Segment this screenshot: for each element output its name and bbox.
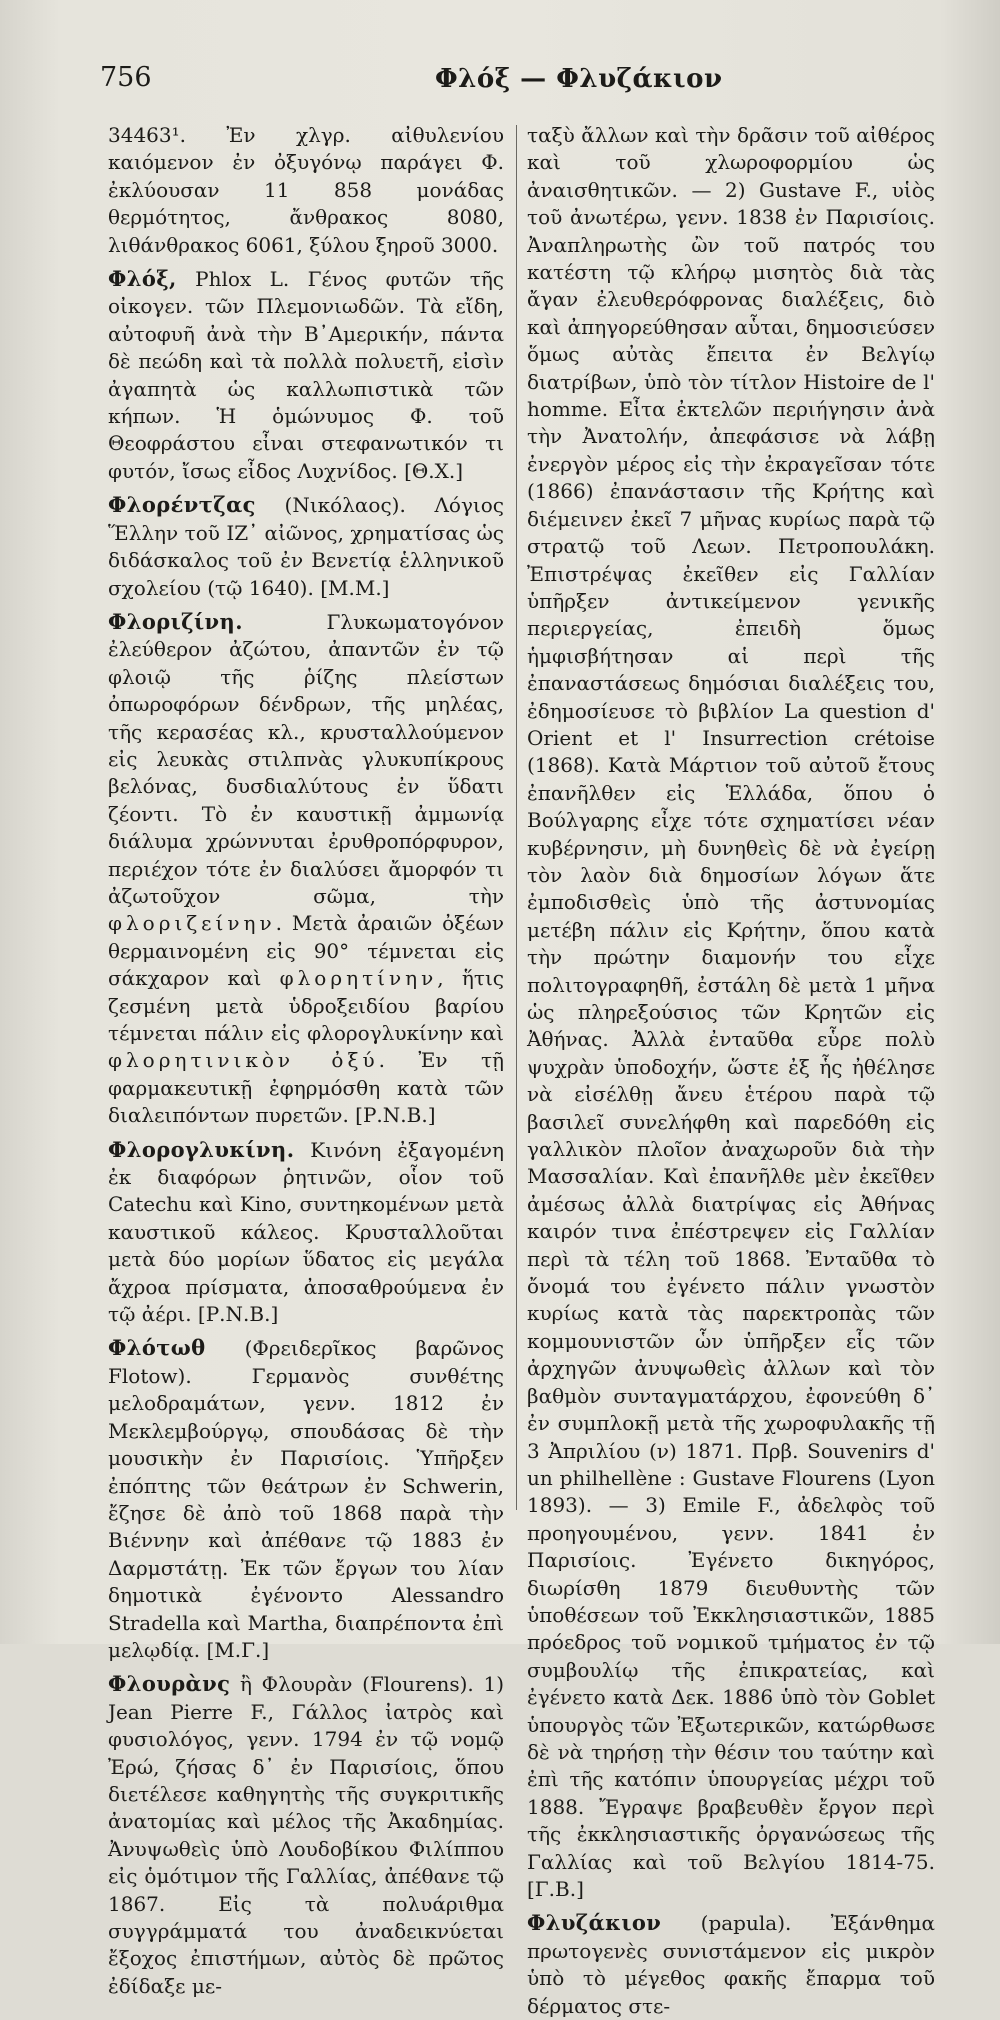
entry-text: Κινόνη ἐξαγομένη ἐκ διαφόρων ῥητινῶν, οἷον τοῦ Catechu καὶ Kino, συντηκομένων μετὰ καυστικοῦ κάλεος. Κρυσταλλοῦται μετὰ δύο μορίων ὕδατος εἰς μεγάλα ἄχροα πρίσματα, ἀποσαθρούμενα ἐν τῷ ἀέρι. [Ρ.Ν.Β.] [108, 1137, 505, 1327]
spaced-term: φλορητινικὸν ὀξύ [108, 1048, 379, 1073]
running-title: Φλόξ — Φλυζάκιον [435, 64, 723, 94]
entry-headword: Φλοριζίνη. [108, 608, 243, 634]
entry-flotow [108, 1334, 504, 1664]
entry-flourens [108, 1670, 504, 2000]
entry-phlox [108, 265, 504, 485]
entry-text: Γλυκωματογόνον ἐλεύθερον ἀζώτου, ἀπαντῶν ἐν τῷ φλοιῷ τῆς ῥίζης πλείστων ὀπωροφόρων δένδρων, τῆς μηλέας, τῆς κερασέας κλ., κρυσταλλούμενον εἰς λευκὰς στιλπνὰς γλυκυπίκρους βελόνας, δυσδιαλύτους ἐν ὕδατι ζέοντι. Τὸ ἐν καυστικῇ ἀμμωνίᾳ διάλυμα χρώννυται ἐρυθροπόρφυρον, περιέχον τότε ἐν διαλύσει ἄμορφόν τι ἀζωτοῦχον σῶμα, τὴν [108, 609, 504, 908]
entry-text: . Μετὰ ἀραιῶν ὀξέων θερμαινομένη εἰς 90° τέμνεται εἰς σάκχαρον καὶ [108, 911, 504, 991]
spaced-term: φλοριζείνην [108, 911, 276, 936]
entry-text: 34463¹. Ἐν χλγρ. αἰθυλενίου καιόμενον ἐν ὀξυγόνῳ παράγει Φ. ἐκλύουσαν 11 858 μονάδας θερμότητος, ἄνθρακος 8080, λιθάνθρακος 6061, ξύλου ξηροῦ 3000. [108, 123, 504, 257]
spaced-term: φλορητίνην [279, 966, 438, 991]
page-header [100, 62, 930, 102]
entry-text: , ἥτις ζεσμένη μετὰ ὑδροξειδίου βαρίου τέμνεται πάλιν εἰς φλορογλυκίνην καὶ [108, 966, 505, 1045]
entry-headword: Φλόξ, [108, 266, 177, 292]
entry-phloroglucine [108, 1136, 504, 1329]
entry-florentzas [108, 491, 504, 602]
left-column [108, 122, 504, 2000]
entry-text: ταξὺ ἄλλων καὶ τὴν δρᾶσιν τοῦ αἰθέρος καὶ τοῦ χλωροφορμίου ὡς ἀναισθητικῶν. — 2) Gustave F., υἱὸς τοῦ ἀνωτέρω, γενν. 1838 ἐν Παρισίοις. Ἀναπληρωτὴς ὢν τοῦ πατρός του κατέστη τῷ κλήρῳ μισητὸς διὰ τὰς ἄγαν ἐλευθερόφρονας διαλέξεις, διὸ καὶ ἀπηγορεύθησαν αὗται, δημοσιεύσεν ὅμως αὐτὰς ἔπειτα ἐν Βελγίῳ διατρίβων, ὑπὸ τὸν τίτλον Histoire de l' homme. Εἶτα ἐκτελῶν περιήγησιν ἀνὰ τὴν Ἀνατολήν, ἀπεφάσισε νὰ λάβῃ ἐνεργὸν μέρος εἰς τὴν ἐκραγεῖσαν τότε (1866) ἐπανάστασιν τῆς Κρήτης καὶ διέμεινεν ἐκεῖ 7 μῆνας κυρίως παρὰ τῷ στρατῷ τοῦ Λεων. Πετροπουλάκη. Ἐπιστρέψας ἐκεῖθεν εἰς Γαλλίαν ὑπῆρξεν ἀντικείμενον γενικῆς περιεργείας, ἐπειδὴ ὅμως ἡμφισβήτησαν αἱ περὶ τῆς ἐπαναστάσεως δημόσιαι διαλέξεις του, ἐδημοσίευσε τὸ βιβλίον La question d' Orient et l' Insurrection crétoise (1868). Κατὰ Μάρτιον τοῦ αὐτοῦ ἔτους ἐπανῆλθεν εἰς Ἑλλάδα, ὅπου ὁ Βούλγαρης εἶχε τότε σχηματίσει νέαν κυβέρνησιν, μὴ δυνηθεὶς δὲ νὰ ἐγείρῃ τὸν λαὸν διὰ δημοσίων λόγων ἅτε ἐμποδισθεὶς ὑπὸ τῆς ἀστυνομίας μετέβη πάλιν εἰς Κρήτην, ὅπου κατὰ τὴν πρώτην διαμονήν του εἶχε πολιτογραφηθῆ, ἐστάλη δὲ μετὰ 1 μῆνα ὡς πληρεξούσιος τῶν Κρητῶν εἰς Ἀθήνας. Ἀλλὰ ἐνταῦθα εὗρε πολὺ ψυχρὰν ὑποδοχήν, ὥστε ἐξ ἧς ἠθέλησε νὰ εἰσέλθῃ ἄνευ ἑτέρου παρὰ τῷ βασιλεῖ συνελήφθη καὶ παρεδόθη εἰς γαλλικὸν πλοῖον ἀναχωροῦν διὰ τὴν Μασσαλίαν. Καὶ ἐπανῆλθε μὲν ἐκεῖθεν ἀμέσως ἀλλὰ διατρίψας εἰς Ἀθήνας καιρόν τινα ἐπέστρεψεν εἰς Γαλλίαν περὶ τὰ τέλη τοῦ 1868. Ἐνταῦθα τὸ ὄνομά του ἐγένετο πάλιν γνωστὸν κυρίως κατὰ τὰς παρεκτροπὰς τῶν κομμουνιστῶν ὧν ὑπῆρξεν εἷς τῶν ἀρχηγῶν ἀνυψωθεὶς ἀλλων καὶ τὸν βαθμὸν συνταγματάρχου, ἐφονεύθη δ᾽ ἐν συμπλοκῇ μετὰ τῆς χωροφυλακῆς τῇ 3 Ἀπριλίου (ν) 1871. Πρβ. Souvenirs d' un philhellène : Gustave Flourens (Lyon 1893). — 3) Emile F., ἀδελφὸς τοῦ προηγουμένου, γενν. 1841 ἐν Παρισίοις. Ἐγένετο δικηγόρος, διωρίσθη 1879 διευθυντὴς τῶν ὑποθέσεων τοῦ Ἐκκλησιαστικῶν, 1885 πρόεδρος τοῦ νομικοῦ τμήματος ἐν τῷ συμβουλίῳ τῆς ἐπικρατείας, καὶ ἐγένετο κατὰ Δεκ. 1886 ὑπὸ τὸν Goblet ὑπουργὸς τῶν Ἐξωτερικῶν, κατώρθωσε δὲ νὰ τηρήσῃ τὴν θέσιν του ταύτην καὶ ἐπὶ τῆς κατόπιν ὑπουργείας μέχρι τοῦ 1888. Ἔγραψε βραβευθὲν ἔργον περὶ τῆς ἐκκλησιαστικῆς ὀργανώσεως τῆς Γαλλίας καὶ τοῦ Βελγίου 1814-75. [Γ.Β.] [527, 123, 935, 1901]
entry-text: Phlox L. Γένος φυτῶν τῆς οἰκογεν. τῶν Πλεμονιωδῶν. Τὰ εἴδη, αὐτοφυῆ ἀνὰ τὴν Β᾽Αμερικήν, πάντα δὲ πεώδη καὶ τὰ πολλὰ πολυετῆ, εἰσὶν ἀγαπητὰ ὡς καλλωπιστικὰ τῶν κήπων. Ἡ ὁμώνυμος Φ. τοῦ Θεοφράστου εἶναι στεφανωτικόν τι φυτόν, ἴσως εἶδος Λυχνίδος. [Θ.Χ.] [108, 267, 504, 483]
entry-continuation [108, 122, 504, 259]
entry-text: . Ἐν τῇ φαρμακευτικῇ ἐφηρμόσθη κατὰ τῶν διαλειπόντων πυρετῶν. [Ρ.Ν.Β.] [108, 1048, 505, 1128]
entry-headword: Φλορέντζας [108, 492, 256, 518]
entry-text: (papula). Ἐξάνθημα πρωτογενὲς συνιστάμενον εἰς μικρὸν ὑπὸ τὸ μέγεθος φακῆς ἔπαρμα τοῦ δέρματος στε- [527, 1911, 935, 2018]
entry-text: (Φρειδερῖκος βαρῶνος Flotow). Γερμανὸς συνθέτης μελοδραμάτων, γενν. 1812 ἐν Μεκλεμβούργῳ, σπουδάσας δὲ τὴν μουσικὴν ἐν Παρισίοις. Ὑπῆρξεν ἐπόπτης τῶν θεάτρων ἐν Schwerin, ἔζησε δὲ ἀπὸ τοῦ 1868 παρὰ τὴν Βιέννην καὶ ἀπέθανε τῷ 1883 ἐν Δαρμστάτῃ. Ἐκ τῶν ἔργων του λίαν δημοτικὰ ἐγένοντο Alessandro Stradella καὶ Martha, διαπρέποντα ἐπὶ μελῳδίᾳ. [Μ.Γ.] [108, 1336, 504, 1662]
entry-phlyzakion [527, 1909, 935, 2020]
column-divider [516, 125, 517, 1510]
entry-phlorizine [108, 608, 504, 1130]
entry-flourens-continuation [527, 122, 935, 1903]
entry-text: ἢ Φλουρὰν (Flourens). 1) Jean Pierre F., Γάλλος ἰατρὸς καὶ φυσιολόγος, γενν. 1794 ἐν τῷ νομῷ Ἐρώ, ζήσας δ᾽ ἐν Παρισίοις, ὅπου διετέλεσε καθηγητὴς τῆς συγκριτικῆς ἀνατομίας καὶ μέλος τῆς Ἀκαδημίας. Ἀνυψωθεὶς ὑπὸ Λουδοβίκου Φιλίππου εἰς ὁμότιμον τῆς Γαλλίας, ἀπέθανε τῷ 1867. Εἰς τὰ πολυάριθμα συγγράμματά του ἀναδεικνύεται ἔξοχος ἐπιστήμων, αὐτὸς δὲ πρῶτος ἐδίδαξε με- [108, 1672, 504, 1998]
entry-headword: Φλότωθ [108, 1335, 206, 1361]
entry-text: (Νικόλαος). Λόγιος Ἕλλην τοῦ ΙΖ᾽ αἰῶνος, χρηματίσας ὡς διδάσκαλος τοῦ ἐν Βενετίᾳ ἑλληνικοῦ σχολείου (τῷ 1640). [Μ.Μ.] [108, 493, 504, 600]
right-column [527, 122, 935, 2020]
entry-headword: Φλυζάκιον [527, 1910, 662, 1936]
entry-headword: Φλορογλυκίνη. [108, 1136, 295, 1162]
entry-headword: Φλουρὰνς [108, 1671, 231, 1697]
page-number: 756 [100, 62, 152, 93]
